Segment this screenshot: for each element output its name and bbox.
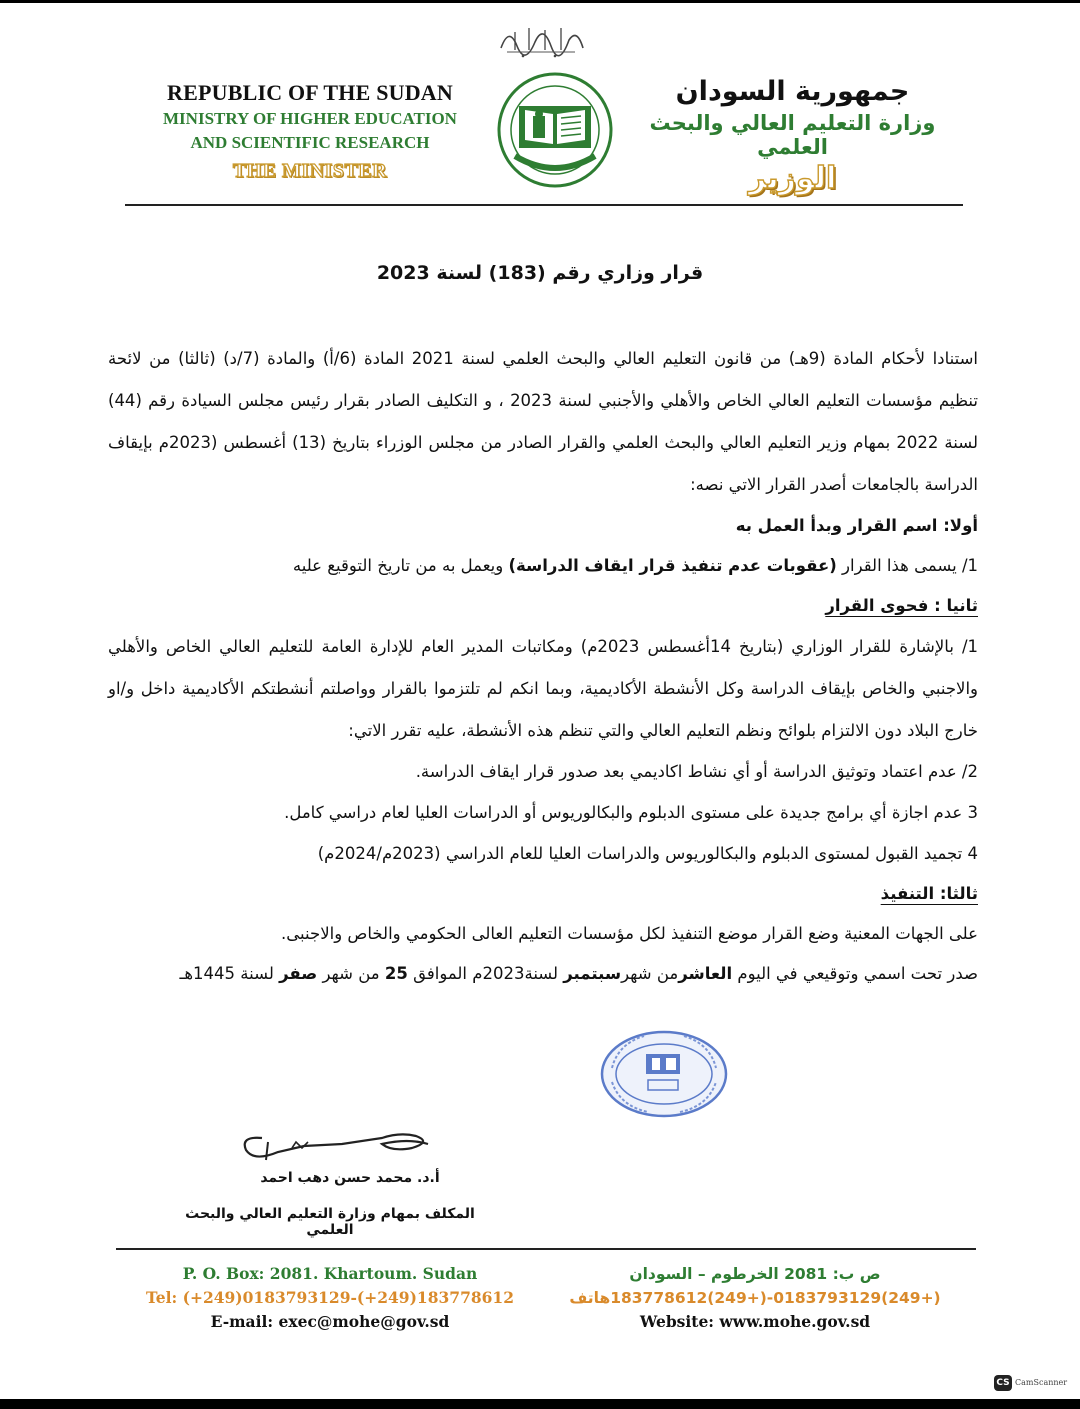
closing-statement xyxy=(108,954,978,994)
footer-divider xyxy=(116,1248,976,1250)
en-minister-label: THE MINISTER xyxy=(232,160,388,182)
handwritten-signature-icon xyxy=(232,1118,437,1170)
closing-part-5: لسنة 1445هـ xyxy=(179,964,280,983)
signatory-title: المكلف بمهام وزارة التعليم العالي والبحث العلمي xyxy=(185,1206,475,1238)
first-section-heading: أولا: اسم القرار وبدأ العمل به xyxy=(735,516,978,535)
footer-website: Website: www.mohe.gov.sd xyxy=(639,1312,871,1331)
header-english xyxy=(110,80,510,183)
closing-day: العاشر xyxy=(678,964,733,983)
en-ministry-line1: MINISTRY OF HIGHER EDUCATION xyxy=(163,109,457,128)
closing-part-4: من شهر xyxy=(317,964,385,983)
footer-ar-pobox: ص ب: 2081 الخرطوم – السودان xyxy=(629,1265,881,1283)
third-section-heading: ثالثا: التنفيذ xyxy=(880,884,978,903)
second-item-3: 3 عدم اجازة أي برامج جديدة على مستوى الدبلوم والبكالوريوس أو الدراسات العليا لعام دراسي كامل. xyxy=(284,803,978,822)
basmala-calligraphy-icon xyxy=(495,18,587,60)
footer-en-pobox: P. O. Box: 2081. Khartoum. Sudan xyxy=(182,1264,478,1283)
first-item-suffix: ويعمل به من تاريخ التوقيع عليه xyxy=(292,556,509,575)
footer-en-tel: Tel: (+249)0183793129-(+249)183778612 xyxy=(146,1288,514,1307)
footer-ar-tel: (+249)0183793129-(+249)183778612هاتف xyxy=(569,1289,941,1307)
header-arabic xyxy=(620,76,965,196)
decree-body xyxy=(108,338,978,994)
second-item-4: 4 تجميد القبول لمستوى الدبلوم والبكالوريوس والدراسات العليا للعام الدراسي (2023م/2024م) xyxy=(317,844,978,863)
footer-en-email: E-mail: exec@mohe@gov.sd xyxy=(210,1312,450,1331)
en-ministry-line2: AND SCIENTIFIC RESEARCH xyxy=(190,133,430,152)
second-section-heading: ثانيا : فحوى القرار xyxy=(825,596,978,615)
signatory-name: أ.د. محمد حسن دهب احمد xyxy=(260,1170,440,1186)
header-divider xyxy=(125,204,963,206)
page-bottom-edge xyxy=(0,1399,1080,1409)
closing-part-1: صدر تحت اسمي وتوقيعي في اليوم xyxy=(732,964,978,983)
camscanner-label: CamScanner xyxy=(1015,1378,1068,1387)
closing-month: سبتمبر xyxy=(563,964,622,983)
closing-hijri-day: 25 xyxy=(384,964,408,983)
closing-part-3: لسنة2023م الموافق xyxy=(407,964,564,983)
ministry-emblem-icon xyxy=(495,70,615,190)
first-section-item xyxy=(108,546,978,586)
third-section-text: على الجهات المعنية وضع القرار موضع التنفيذ لكل مؤسسات التعليم العالى الحكومي والخاص والاجنبى. xyxy=(281,924,978,943)
official-round-stamp-icon xyxy=(598,1028,730,1120)
second-item-2: 2/ عدم اعتماد وتوثيق الدراسة أو أي نشاط اكاديمي بعد صدور قرار ايقاف الدراسة. xyxy=(415,762,978,781)
decree-name: (عقوبات عدم تنفيذ قرار ايقاف الدراسة) xyxy=(508,556,837,575)
footer-arabic xyxy=(555,1262,955,1334)
decree-title: قرار وزاري رقم (183) لسنة 2023 xyxy=(376,262,704,284)
ar-ministry-title: وزارة التعليم العالي والبحث العلمي xyxy=(649,111,936,159)
footer-english xyxy=(120,1262,540,1334)
ar-republic-title: جمهورية السودان xyxy=(675,76,910,107)
camscanner-watermark xyxy=(994,1374,1074,1394)
closing-hijri-month: صفر xyxy=(279,964,318,983)
closing-part-2: من شهر xyxy=(621,964,679,983)
camscanner-logo-icon: CS xyxy=(994,1375,1012,1391)
second-item-1: 1/ بالإشارة للقرار الوزاري (بتاريخ 14أغسطس 2023م) ومكاتبات المدير العام للإدارة العامة للتعليم العالي الخاص والأهلي والاجنبي والخاص بإيقاف الدراسة وكل الأنشطة الأكاديمية، وبما انكم لم تلتزموا بالقرار وواصلتم أنشطتكم الأكاديمية داخل و/او خارج البلاد دون الالتزام بلوائح ونظم التعليم العالي والتي تنظم هذه الأنشطة، عليه تقرر الاتي: xyxy=(108,637,979,740)
preamble-paragraph: استنادا لأحكام المادة (9هـ) من قانون التعليم العالي والبحث العلمي لسنة 2021 المادة (6/أ) والمادة (7/د) (ثالثا) من لائحة تنظيم مؤسسات التعليم العالي الخاص والأهلي والأجنبي لسنة 2023 ، و التكليف الصادر بقرار رئيس مجلس السيادة رقم (44) لسنة 2022 بمهام وزير التعليم العالي والبحث العلمي والقرار الصادر من مجلس الوزراء بتاريخ (13) أغسطس (2023م بإيقاف الدراسة بالجامعات أصدر القرار الاتي نصه: xyxy=(108,349,979,494)
ar-minister-label: الوزير xyxy=(748,161,837,196)
first-item-prefix: 1/ يسمى هذا القرار xyxy=(836,556,978,575)
en-republic-title: REPUBLIC OF THE SUDAN xyxy=(167,80,453,105)
page-top-edge xyxy=(0,0,1080,3)
